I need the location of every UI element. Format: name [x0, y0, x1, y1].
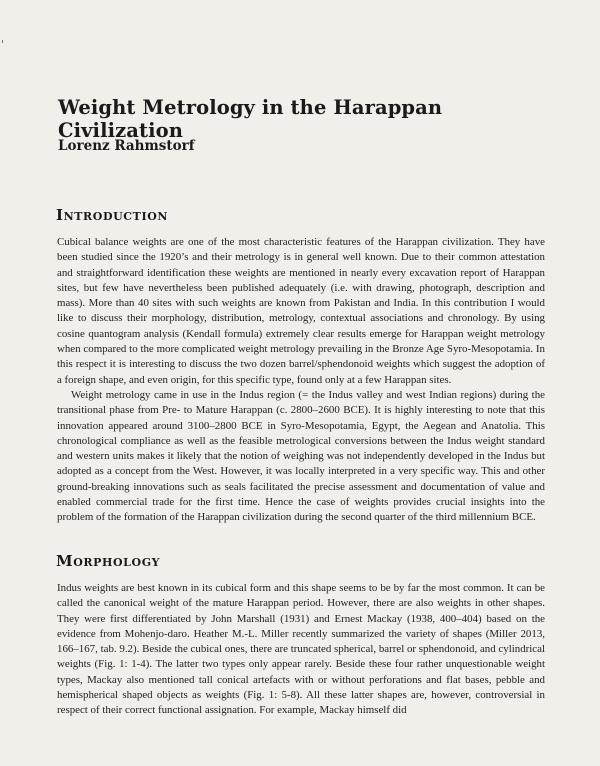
- paper-author: Lorenz Rahmstorf: [58, 138, 195, 154]
- paper-title: Weight Metrology in the Harappan Civilization: [58, 96, 443, 142]
- paragraph: Indus weights are best known in its cubical form and this shape seems to be by far the most common. It can be called the canonical weight of the mature Harappan period. However, there are also weights in other shapes. They were first differentiated by John Marshall (1931) and Ernest Mackay (1938, 400–404) based on the evidence from Mohenjo-daro. Heather M.-L. Miller recently summarized the variety of shapes (Miller 2013, 166–167, tab. 9.2). Beside the cubical ones, there are truncated spherical, barrel or sphendonoid, and cylindrical weights (Fig. 1: 1-4). The latter two types only appear rarely. Beside these four rather unquestionable weight types, Mackay also mentioned tall conical artefacts with or without perforations and flat bases, pebble and hemispherical shaped objects as weights (Fig. 1: 5-8). All these latter shapes are, however, controversial in respect of their correct functional assignation. For example, Mackay himself did: [57, 582, 545, 717]
- scan-speck: [2, 40, 3, 43]
- section-body-introduction: [57, 235, 545, 526]
- section-heading-morphology: Morphology: [56, 552, 161, 570]
- section-body-morphology: [57, 581, 545, 719]
- paragraph: Weight metrology came in use in the Indus region (= the Indus valley and west Indian regions) during the transitional phase from Pre- to Mature Harappan (c. 2800–2600 BCE). It is highly interesting to note that this innovation appeared around 3100–2800 BCE in Syro-Mesopotamia, Egypt, the Aegean and Anatolia. This chronological compliance as well as the feasible metrological conversions between the Indus weight standard and western units makes it likely that the notion of weighing was not independently developed in the Indus but adopted as a concept from the West. However, it was locally interpreted in a very specific way. This and other ground-breaking innovations such as seals facilitated the precise assessment and documentation of value and enabled commercial trade for the first time. Hence the case of weights provides crucial insights into the problem of the formation of the Harappan civilization during the second quarter of the third millennium BCE.: [57, 388, 545, 524]
- section-heading-introduction: Introduction: [56, 206, 169, 224]
- paragraph: Cubical balance weights are one of the most characteristic features of the Harappan civilization. They have been studied since the 1920’s and their metrology is in general well known. Due to their common attestation and straightforward identification these weights are mentioned in nearly every excavation report of Harappan sites, but few have nevertheless been published adequately (i.e. with drawing, photograph, description and mass). More than 40 sites with such weights are known from Pakistan and India. In this contribution I would like to discuss their morphology, distribution, metrology, contextual associations and chronology. By using cosine quantogram analysis (Kendall formula) extremely clear results emerge for Harappan weight metrology when compared to the more complicated weight metrology prevailing in the Bronze Age Syro-Mesopotamia. In this respect it is interesting to discuss the two dozen barrel/sphendonoid weights which suggest the adoption of a foreign shape, and even origin, for this specific type, found only at a few Harappan sites.: [57, 236, 545, 386]
